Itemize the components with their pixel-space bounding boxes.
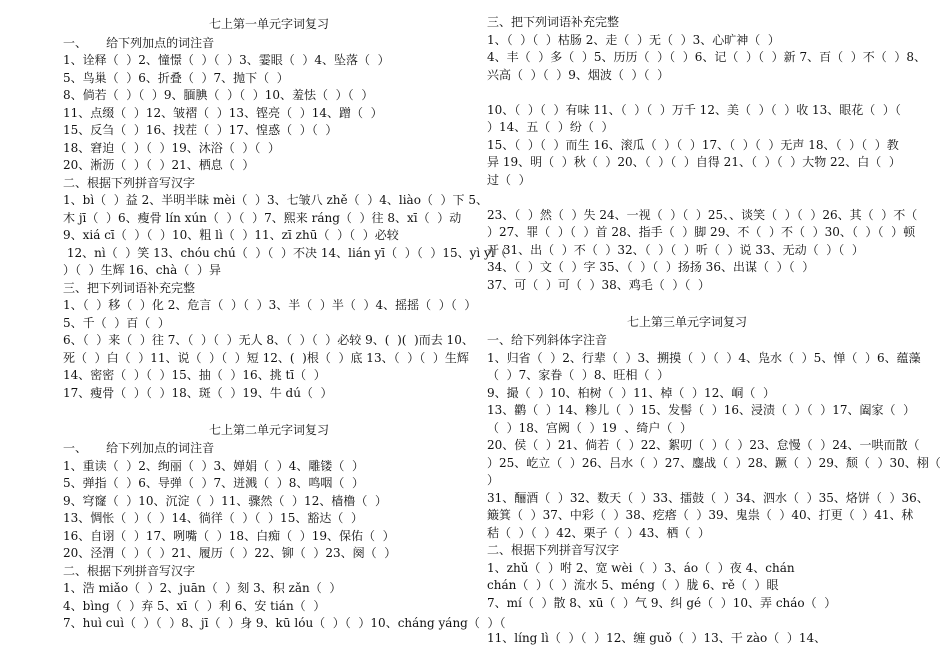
- exercise-line: ）（ ）生辉 16、chà（ ）异: [63, 263, 221, 277]
- exercise-line: 一、给下列斜体字注音: [487, 333, 608, 347]
- exercise-line: 12、nì（ ）笑 13、chóu chú（ ）（ ）不决 14、lián yī（ ）（ ）15、yì yì（: [63, 245, 507, 260]
- exercise-line: 7、huì cuì（ ）（ ）8、jī（ ）身 9、kū lóu（ ）（ ）10、cháng yáng（ ）（: [63, 616, 506, 630]
- exercise-line: 1、诠释（ ）2、憧憬（ ）（ ）3、霎眼（ ）4、坠落（ ）: [63, 53, 390, 67]
- exercise-line: chán（ ）（ ）流水 5、méng（ ）胧 6、rě（ ）眼: [487, 578, 779, 592]
- exercise-line: 13、惆怅（ ）（ ）14、徜徉（ ）（ ）15、豁达（ ）: [63, 511, 363, 525]
- exercise-line: 20、泾渭（ ）（ ）21、履历（ ）22、铆（ ）23、阕（ ）: [63, 546, 397, 560]
- exercise-line: 秸（ ）（ ）42、栗子（ ）43、栖（ ）: [487, 525, 711, 540]
- exercise-line: （ ）18、宫阙（ ）19 、绮户（ ）: [487, 420, 693, 435]
- exercise-line: 三、把下列词语补充完整: [63, 280, 196, 295]
- exercise-line: ）25、屹立（ ）26、吕水（ ）27、鏖战（ ）28、蹶（ ）29、颓（ ）30、栩（: [487, 455, 941, 470]
- left-column: [63, 14, 507, 633]
- blank-line: [487, 612, 887, 630]
- exercise-line: 1、zhǔ（ ）咐 2、宽 wèi（ ）3、áo（ ）夜 4、chán: [487, 560, 795, 575]
- exercise-line: 过（ ）: [487, 172, 531, 187]
- exercise-line: 二、根据下列拼音写汉字: [63, 175, 196, 190]
- exercise-line: 15、反刍（ ）16、找茬（ ）17、惶惑（ ）（ ）: [63, 123, 338, 137]
- exercise-line: 1、归省（ ）2、行辈（ ）3、搠摸（ ）（ ）4、凫水（ ）5、惮（ ）6、蕴藻: [487, 350, 921, 365]
- exercise-line: 开 31、出（ ）不（ ）32、（ ）（ ）听（ ）说 33、无动（ ）（ ）: [487, 242, 864, 257]
- exercise-line: 1、bì（ ）益 2、半明半昧 mèi（ ）3、七皱八 zhě（ ）4、liào（ ）下 5、: [63, 193, 488, 207]
- exercise-line: 15、（ ）（ ）而生 16、滚瓜（ ）（ ）17、（ ）（ ）无声 18、（ ）（ ）教: [487, 137, 899, 152]
- exercise-line: 5、鸟巢（ ）6、折叠（ ）7、抛下（ ）: [63, 70, 289, 85]
- exercise-line: 9、撮（ ）10、桕树（ ）11、棹（ ）12、峒（ ）: [487, 385, 775, 400]
- exercise-line: （ ）7、家眷（ ）8、旺相（ ）: [487, 368, 670, 382]
- exercise-line: 7、mí（ ）散 8、xū（ ）气 9、纠 gé（ ）10、弄 cháo（ ）: [487, 595, 837, 610]
- exercise-line: 三、把下列词语补充完整: [487, 15, 620, 29]
- exercise-line: 6、（ ）来（ ）往 7、（ ）（ ）无人 8、（ ）（ ）必较 9、( )( )而去 10、: [63, 333, 474, 347]
- exercise-line: 4、丰（ ）多（ ）5、历历（ ）（ ）6、记（ ）（ ）新 7、百（ ）不（ ）8、: [487, 50, 927, 64]
- section-title: 七上第一单元字词复习: [208, 17, 329, 31]
- exercise-line: 1、浩 miǎo（ ）2、juān（ ）刻 3、积 zǎn（ ）: [63, 581, 342, 595]
- exercise-line: 13、鹳（ ）14、糁儿（ ）15、发髻（ ）16、浸渍（ ）（ ）17、阖家（ ）: [487, 403, 916, 417]
- exercise-line: ）: [487, 473, 500, 487]
- exercise-line: 20、淅沥（ ）（ ）21、栖息（ ）: [63, 158, 255, 172]
- exercise-line: 20、侯（ ）21、倘若（ ）22、絮叨（ ）（ ）23、怠慢（ ）24、一哄而散（: [487, 438, 920, 452]
- exercise-line: 簸箕（ ）37、中彩（ ）38、疙瘩（ ）39、鬼祟（ ）40、打更（ ）41、秫: [487, 508, 914, 522]
- blank-line: [487, 294, 887, 312]
- exercise-line: 9、xiá cī（ ）（ ）10、粗 lì（ ）11、zī zhū（ ）（ ）必较: [63, 228, 399, 242]
- exercise-line: 11、líng lì（ ）（ ）12、缠 guǒ（ ）13、干 zào（ ）14、: [487, 630, 827, 645]
- blank-line: [487, 84, 887, 102]
- exercise-line: 23、（ ）然（ ）失 24、一视（ ）（ ）25、、谈笑（ ）（ ）26、其（ ）不（: [487, 207, 918, 222]
- right-column: [487, 14, 941, 647]
- exercise-line: 9、穹窿（ ）10、沉淀（ ）11、骤然（ ）12、樯橹（ ）: [63, 493, 387, 508]
- exercise-line: 31、酾酒（ ）32、数天（ ）33、擂鼓（ ）34、泗水（ ）35、烙饼（ ）36、: [487, 490, 929, 505]
- blank-line: [487, 189, 887, 207]
- exercise-line: 1、（ ）（ ）枯肠 2、走（ ）无（ ）3、心旷神（ ）: [487, 32, 780, 47]
- exercise-line: 18、窘迫（ ）（ ）19、沐浴（ ）（ ）: [63, 140, 281, 155]
- blank-line: [63, 402, 475, 420]
- exercise-line: 5、弹指（ ）6、导弹（ ）7、迸溅（ ）8、鸣咽（ ）: [63, 476, 365, 490]
- exercise-line: 8、倘若（ ）（ ）9、腼腆（ ）（ ）10、羞怯（ ）（ ）: [63, 88, 374, 102]
- exercise-line: 一、 给下列加点的词注音: [63, 441, 215, 455]
- exercise-line: 10、（ ）（ ）有味 11、（ ）（ ）万千 12、美（ ）（ ）收 13、眼花（ ）（: [487, 102, 901, 117]
- exercise-line: 1、重读（ ）2、绚丽（ ）3、婵娟（ ）4、雕镂（ ）: [63, 458, 365, 473]
- exercise-line: 兴高（ ）（ ）9、烟波（ ）（ ）: [487, 67, 670, 82]
- exercise-line: 木 jī（ ）6、瘦骨 lín xún（ ）（ ）7、熙来 ráng（ ）往 8、xī（ ）动: [63, 210, 462, 225]
- exercise-line: 17、瘦骨（ ）（ ）18、斑（ ）19、牛 dú（ ）: [63, 385, 333, 400]
- section-title: 七上第二单元字词复习: [208, 422, 329, 437]
- exercise-line: 34、（ ）文（ ）字 35、（ ）（ ）扬扬 36、出谋（ ）（ ）: [487, 260, 815, 274]
- exercise-line: ）27、罪（ ）（ ）首 28、指手（ ）脚 29、不（ ）不（ ）30、（ ）（ ）顿: [487, 225, 916, 239]
- exercise-line: ）14、五（ ）纷（ ）: [487, 120, 614, 134]
- exercise-line: 11、点缀（ ）12、皱褶（ ）13、铿亮（ ）14、蹭（ ）: [63, 105, 383, 120]
- exercise-line: 一、 给下列加点的词注音: [63, 35, 215, 50]
- exercise-line: 14、密密（ ）（ ）15、抽（ ）16、挑 tī（ ）: [63, 368, 326, 382]
- exercise-line: 37、可（ ）可（ ）38、鸡毛（ ）（ ）: [487, 277, 711, 292]
- exercise-line: 5、千（ ）百（ ）: [63, 315, 170, 330]
- exercise-line: 异 19、明（ ）秋（ ）20、（ ）（ ）自得 21、（ ）（ ）大物 22、白（ ）: [487, 155, 901, 169]
- exercise-line: 二、根据下列拼音写汉字: [487, 543, 620, 557]
- exercise-line: 死（ ）白（ ）11、说（ ）（ ）短 12、( )根（ ）底 13、（ ）（ ）生辉: [63, 350, 469, 365]
- section-title: 七上第三单元字词复习: [626, 314, 747, 329]
- exercise-line: 1、（ ）移（ ）化 2、危言（ ）（ ）3、半（ ）半（ ）4、摇摇（ ）（ ）: [63, 298, 477, 312]
- exercise-line: 二、根据下列拼音写汉字: [63, 563, 196, 578]
- exercise-line: 4、bìng（ ）弃 5、xī（ ）利 6、安 tián（ ）: [63, 598, 326, 613]
- exercise-line: 16、自诩（ ）17、咧嘴（ ）18、白痴（ ）19、保佑（ ）: [63, 528, 395, 543]
